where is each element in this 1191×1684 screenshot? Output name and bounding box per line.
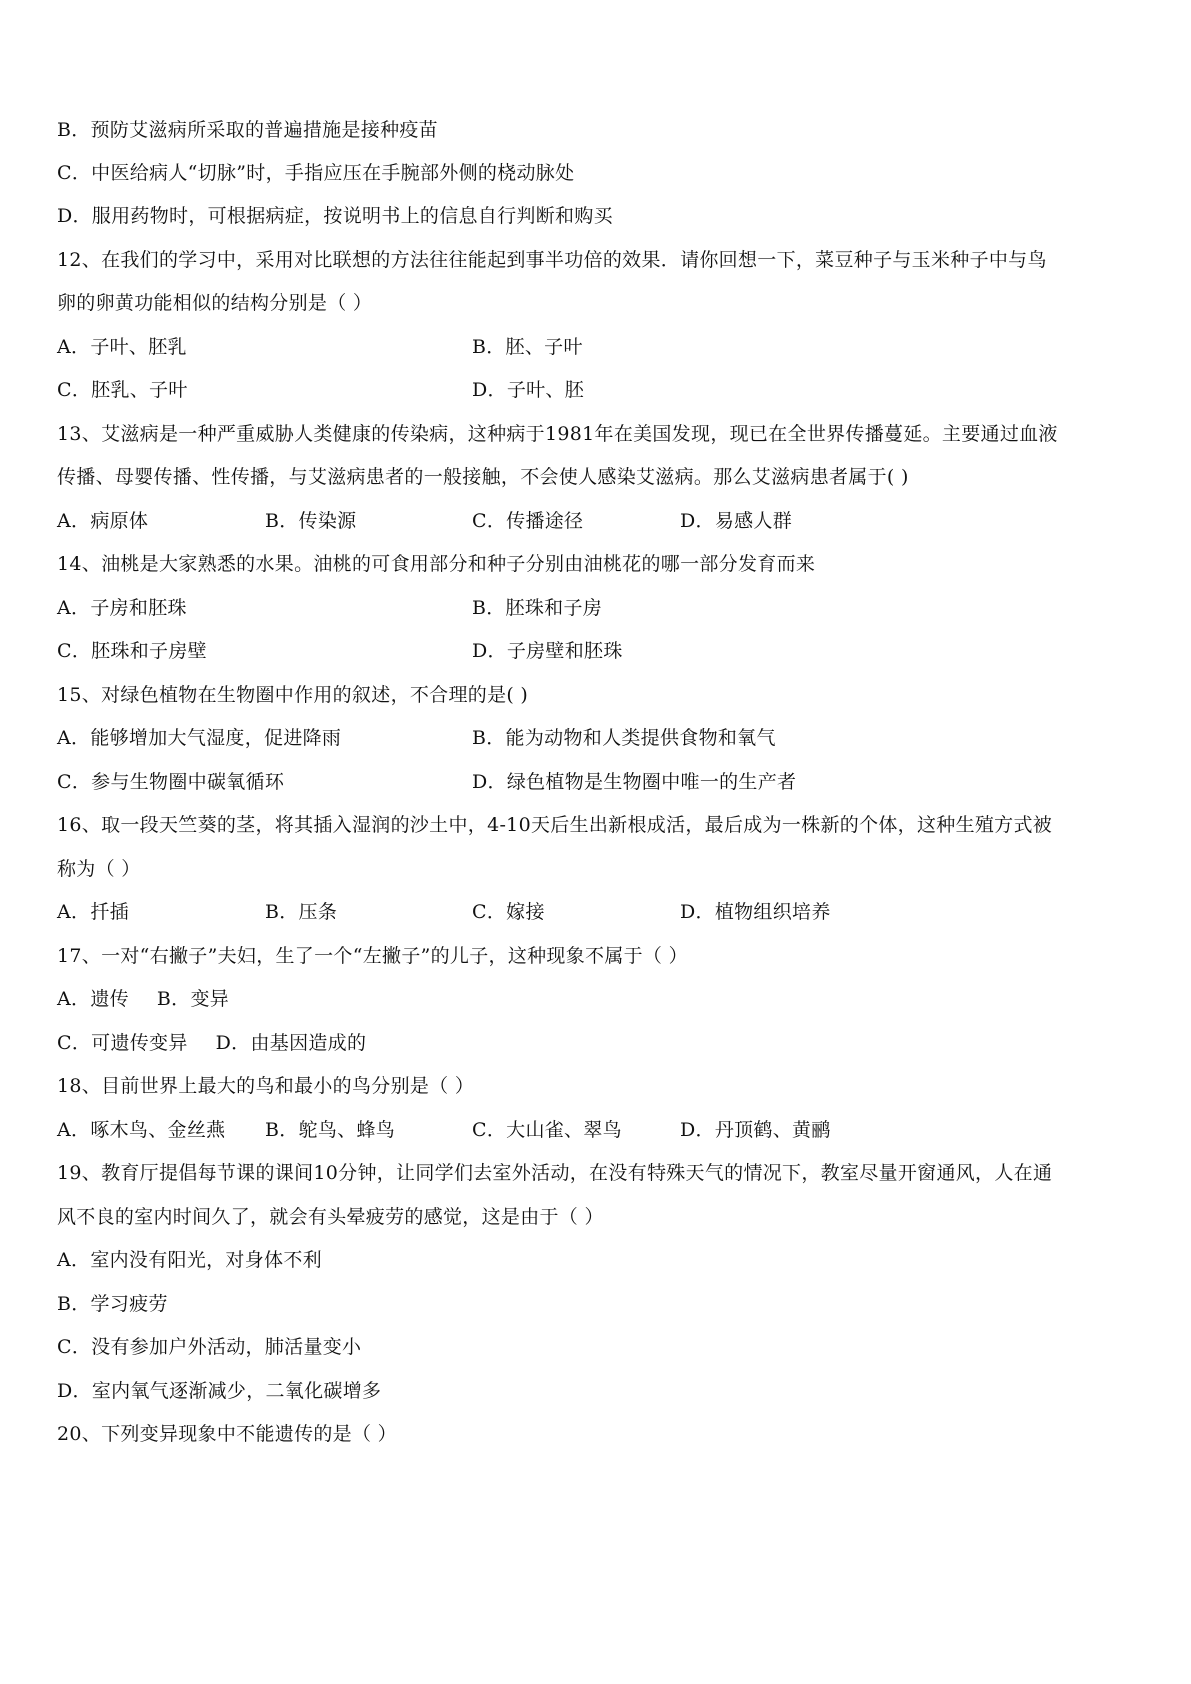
- q18-option-d: D．丹顶鹤、黄鹂: [680, 1119, 831, 1141]
- q19-option-a: A．室内没有阳光，对身体不利: [57, 1249, 322, 1271]
- q19-stem-line1: 19、教育厅提倡每节课的课间10分钟，让同学们去室外活动，在没有特殊天气的情况下，教室尽量开窗通风，人在通: [57, 1162, 1053, 1184]
- q14-option-a: A．子房和胚珠: [57, 597, 187, 619]
- q15-option-b: B．能为动物和人类提供食物和氧气: [472, 727, 776, 749]
- q19-option-b: B．学习疲劳: [57, 1293, 168, 1315]
- q11-option-b: B．预防艾滋病所采取的普遍措施是接种疫苗: [57, 119, 438, 141]
- q16-stem-line2: 称为（ ）: [57, 858, 141, 880]
- q14-option-c: C．胚珠和子房壁: [57, 640, 207, 662]
- q17-option-a: A．遗传: [57, 988, 129, 1010]
- q17-options-row2: [57, 1030, 394, 1056]
- q16-option-b: B．压条: [265, 901, 338, 923]
- q13-stem-line1: 13、艾滋病是一种严重威胁人类健康的传染病，这种病于1981年在美国发现，现已在全世界传播蔓延。主要通过血液: [57, 423, 1058, 445]
- q16-option-a: A．扦插: [57, 901, 129, 923]
- q14-option-d: D．子房壁和胚珠: [472, 640, 623, 662]
- q12-option-c: C．胚乳、子叶: [57, 379, 188, 401]
- q12-option-d: D．子叶、胚: [472, 379, 585, 401]
- q17-option-c: C．可遗传变异: [57, 1032, 188, 1054]
- q13-stem-line2: 传播、母婴传播、性传播，与艾滋病患者的一般接触，不会使人感染艾滋病。那么艾滋病患者属于( ): [57, 466, 909, 488]
- q16-option-c: C．嫁接: [472, 901, 545, 923]
- q19-option-c: C．没有参加户外活动，肺活量变小: [57, 1336, 362, 1358]
- q17-stem-line1: 17、一对“右撇子”夫妇，生了一个“左撇子”的儿子，这种现象不属于（ ）: [57, 945, 688, 967]
- q16-option-d: D．植物组织培养: [680, 901, 831, 923]
- q11-option-c: C．中医给病人“切脉”时，手指应压在手腕部外侧的桡动脉处: [57, 162, 575, 184]
- q12-option-b: B．胚、子叶: [472, 336, 583, 358]
- q18-option-a: A．啄木鸟、金丝燕: [57, 1119, 226, 1141]
- q14-option-b: B．胚珠和子房: [472, 597, 603, 619]
- q13-option-a: A．病原体: [57, 510, 149, 532]
- q19-option-d: D．室内氧气逐渐减少，二氧化碳增多: [57, 1380, 382, 1402]
- q17-options-row1: [57, 986, 257, 1012]
- q20-stem-line1: 20、下列变异现象中不能遗传的是（ ）: [57, 1423, 397, 1445]
- q17-option-d: D．由基因造成的: [215, 1032, 367, 1054]
- q15-option-c: C．参与生物圈中碳氧循环: [57, 771, 285, 793]
- q13-option-c: C．传播途径: [472, 510, 584, 532]
- q16-stem-line1: 16、取一段天竺葵的茎，将其插入湿润的沙土中，4-10天后生出新根成活，最后成为一株新的个体，这种生殖方式被: [57, 814, 1053, 836]
- q13-option-d: D．易感人群: [680, 510, 793, 532]
- q11-option-d: D．服用药物时，可根据病症，按说明书上的信息自行判断和购买: [57, 205, 613, 227]
- q18-stem-line1: 18、目前世界上最大的鸟和最小的鸟分别是（ ）: [57, 1075, 475, 1097]
- q12-option-a: A．子叶、胚乳: [57, 336, 187, 358]
- q15-option-d: D．绿色植物是生物圈中唯一的生产者: [472, 771, 797, 793]
- q14-stem-line1: 14、油桃是大家熟悉的水果。油桃的可食用部分和种子分别由油桃花的哪一部分发育而来: [57, 553, 816, 575]
- q12-stem-line2: 卵的卵黄功能相似的结构分别是（ ）: [57, 292, 373, 314]
- q18-option-b: B．鸵鸟、蜂鸟: [265, 1119, 396, 1141]
- q13-option-b: B．传染源: [265, 510, 357, 532]
- q12-stem-line1: 12、在我们的学习中，采用对比联想的方法往往能起到事半功倍的效果．请你回想一下，菜豆种子与玉米种子中与鸟: [57, 249, 1047, 271]
- q17-option-b: B．变异: [156, 988, 230, 1010]
- q15-stem-line1: 15、对绿色植物在生物圈中作用的叙述，不合理的是( ): [57, 684, 529, 706]
- q15-option-a: A．能够增加大气湿度，促进降雨: [57, 727, 342, 749]
- q19-stem-line2: 风不良的室内时间久了，就会有头晕疲劳的感觉，这是由于（ ）: [57, 1206, 604, 1228]
- q18-option-c: C．大山雀、翠鸟: [472, 1119, 622, 1141]
